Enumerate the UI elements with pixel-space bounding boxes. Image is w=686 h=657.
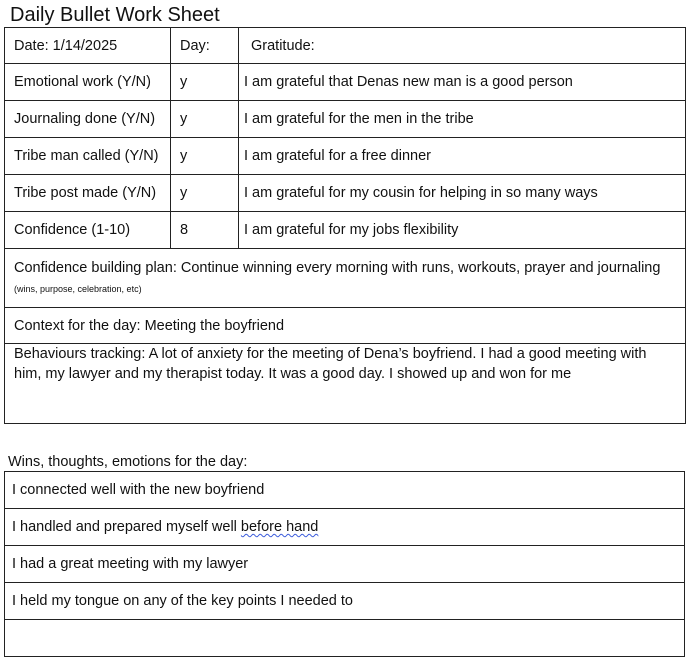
table-row [5, 138, 686, 175]
behaviours-row [5, 344, 686, 424]
header-row [5, 28, 686, 64]
confidence-plan-cell[interactable] [5, 249, 686, 308]
win-item[interactable]: I connected well with the new boyfriend [5, 472, 685, 509]
row-label: Tribe post made (Y/N) [5, 175, 171, 212]
wins-section-label: Wins, thoughts, emotions for the day: [8, 454, 248, 470]
win-item[interactable]: I had a great meeting with my lawyer [5, 546, 685, 583]
wins-table [4, 471, 685, 657]
row-value[interactable]: y [171, 175, 239, 212]
win-item-text: I handled and prepared myself well [12, 519, 241, 535]
row-gratitude[interactable]: I am grateful that Denas new man is a good person [239, 64, 686, 101]
row-label: Tribe man called (Y/N) [5, 138, 171, 175]
behaviours-cell[interactable]: Behaviours tracking: A lot of anxiety for the meeting of Dena’s boyfriend. I had a good meeting with him, my lawyer and my therapist today. It was a good day. I showed up and won for me [5, 344, 686, 424]
row-value[interactable]: y [171, 64, 239, 101]
row-label: Journaling done (Y/N) [5, 101, 171, 138]
context-cell[interactable]: Context for the day: Meeting the boyfriend [5, 308, 686, 344]
list-item [5, 546, 685, 583]
confidence-plan-note: (wins, purpose, celebration, etc) [14, 284, 142, 294]
row-gratitude[interactable]: I am grateful for the men in the tribe [239, 101, 686, 138]
spellcheck-marked-text: before hand [240, 519, 319, 535]
list-item [5, 472, 685, 509]
date-cell[interactable]: Date: 1/14/2025 [5, 28, 171, 64]
context-row [5, 308, 686, 344]
day-cell[interactable]: Day: [171, 28, 239, 64]
list-item [5, 583, 685, 620]
table-row [5, 64, 686, 101]
win-item[interactable] [5, 509, 685, 546]
gratitude-header-cell[interactable]: Gratitude: [239, 28, 686, 64]
list-item [5, 509, 685, 546]
confidence-plan-text: Confidence building plan: Continue winning every morning with runs, workouts, prayer and journaling [14, 260, 661, 276]
row-gratitude[interactable]: I am grateful for my cousin for helping in so many ways [239, 175, 686, 212]
table-row [5, 101, 686, 138]
row-value[interactable]: y [171, 101, 239, 138]
row-value[interactable]: y [171, 138, 239, 175]
plan-row [5, 249, 686, 308]
worksheet-table [4, 27, 686, 424]
row-gratitude[interactable]: I am grateful for my jobs flexibility [239, 212, 686, 249]
win-item[interactable]: I held my tongue on any of the key points I needed to [5, 583, 685, 620]
list-item [5, 620, 685, 657]
row-label: Emotional work (Y/N) [5, 64, 171, 101]
win-item-empty[interactable] [5, 620, 685, 657]
row-value[interactable]: 8 [171, 212, 239, 249]
page-title: Daily Bullet Work Sheet [10, 4, 220, 26]
row-gratitude[interactable]: I am grateful for a free dinner [239, 138, 686, 175]
table-row [5, 175, 686, 212]
row-label: Confidence (1-10) [5, 212, 171, 249]
table-row [5, 212, 686, 249]
